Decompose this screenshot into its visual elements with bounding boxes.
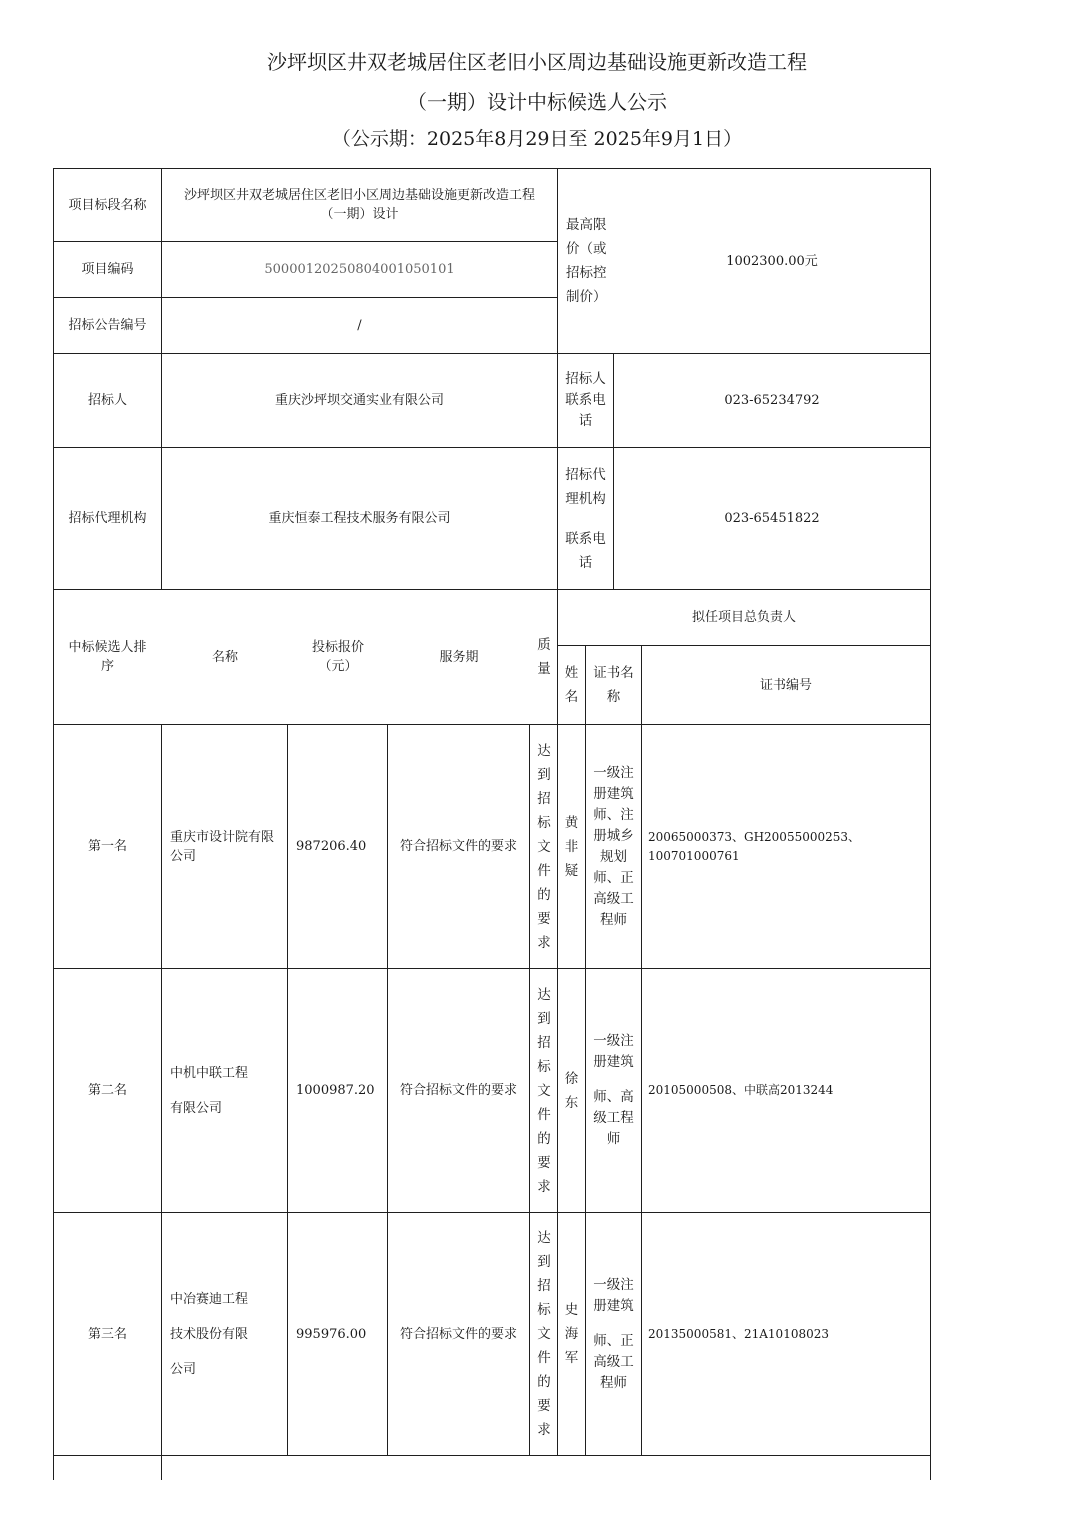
char: 要 xyxy=(537,910,551,927)
label-line: 话 xyxy=(578,413,593,429)
project-code-label: 项目编码 xyxy=(81,262,134,277)
candidate-rank: 第一名 xyxy=(87,839,127,854)
header-quality xyxy=(530,590,558,724)
candidate-service: 符合招标文件的要求 xyxy=(399,839,517,854)
cert-line: 师 xyxy=(606,1131,621,1147)
char: 求 xyxy=(537,1178,551,1195)
header-line: 称 xyxy=(606,689,621,705)
char: 东 xyxy=(564,1094,579,1111)
cert-line: 师、高 xyxy=(593,1089,634,1105)
header-line: 中标候选人排 xyxy=(68,640,147,655)
char: 招 xyxy=(537,1034,551,1051)
char: 非 xyxy=(564,838,579,855)
project-name-value xyxy=(162,169,557,241)
char: 文 xyxy=(537,1326,551,1342)
cert-line: 册建筑 xyxy=(593,785,634,802)
char: 达 xyxy=(537,1230,551,1246)
candidate-rank: 第三名 xyxy=(87,1326,127,1342)
max-price-label xyxy=(558,169,613,353)
char: 标 xyxy=(537,814,551,831)
candidate-cert-name xyxy=(586,1213,641,1455)
char: 标 xyxy=(537,1302,551,1318)
label-line: 话 xyxy=(578,554,593,571)
char: 史 xyxy=(564,1302,579,1318)
char: 达 xyxy=(537,742,551,759)
candidate-quality xyxy=(530,1213,558,1455)
header-manager-group: 拟任项目总负责人 xyxy=(691,610,796,625)
candidate-price: 987206.40 xyxy=(296,839,367,854)
name-line: 技术股份有限 xyxy=(170,1326,249,1342)
cert-line: 师、正 xyxy=(593,869,634,886)
label-line: 招标人 xyxy=(565,371,606,387)
tenderer-phone-value: 023-65234792 xyxy=(724,393,820,408)
char: 文 xyxy=(537,1082,551,1099)
tenderer-label: 招标人 xyxy=(87,393,127,408)
project-name-line1: 沙坪坝区井双老城居住区老旧小区周边基础设施更新改造工程 xyxy=(183,188,535,203)
header-price xyxy=(288,590,388,724)
header-cert-no: 证书编号 xyxy=(759,677,812,693)
label-line: 联系电 xyxy=(565,392,606,408)
char: 要 xyxy=(537,1398,551,1414)
cert-line: 一级注 xyxy=(593,1276,634,1293)
candidate-price: 995976.00 xyxy=(296,1326,367,1342)
cert-line: 一级注 xyxy=(593,1033,634,1049)
cert-line: 规划 xyxy=(600,848,627,865)
cert-line: 高级工 xyxy=(593,890,634,907)
candidate-cert-no: 20135000581、21A10108023 xyxy=(648,1326,829,1341)
page-title: 沙坪坝区井双老城居住区老旧小区周边基础设施更新改造工程 xyxy=(267,50,807,74)
char: 招 xyxy=(537,790,551,807)
project-name-label: 项目标段名称 xyxy=(68,197,147,213)
candidate-person xyxy=(558,1213,585,1455)
name-line: 重庆市设计院有限 xyxy=(170,829,275,845)
char: 的 xyxy=(537,886,551,903)
char: 文 xyxy=(537,838,551,855)
header-line: 投标报价 xyxy=(311,640,364,655)
cert-line: 册建筑 xyxy=(593,1054,634,1070)
cert-line: 程师 xyxy=(600,911,627,928)
candidate-cert-name xyxy=(586,725,641,968)
publicity-period: （公示期：2025年8月29日至 2025年9月1日） xyxy=(331,128,743,150)
candidate-cert-no: 20105000508、中联高2013244 xyxy=(648,1083,834,1097)
header-line: 证书名 xyxy=(593,665,634,681)
header-service-period: 服务期 xyxy=(439,649,479,665)
candidate-person xyxy=(558,969,585,1212)
tenderer-value: 重庆沙坪坝交通实业有限公司 xyxy=(274,393,444,408)
label-line: 理机构 xyxy=(565,490,606,507)
candidate-service: 符合招标文件的要求 xyxy=(399,1083,517,1098)
name-line: 有限公司 xyxy=(170,1100,223,1116)
candidate-name xyxy=(162,969,287,1212)
candidate-person xyxy=(558,725,585,968)
char: 的 xyxy=(537,1130,551,1147)
header-cert-name xyxy=(586,646,641,724)
char: 到 xyxy=(537,1010,551,1027)
header-rank xyxy=(54,590,161,724)
name-line: 中冶赛迪工程 xyxy=(170,1291,249,1307)
agency-value: 重庆恒泰工程技术服务有限公司 xyxy=(268,511,451,526)
name-line: 中机中联工程 xyxy=(170,1065,249,1081)
table-border-right xyxy=(930,168,931,1480)
agency-phone-value: 023-65451822 xyxy=(724,511,820,526)
tenderer-phone-label xyxy=(558,354,613,447)
char: 到 xyxy=(537,766,551,783)
candidate-name xyxy=(162,725,287,968)
header-name: 名称 xyxy=(211,649,238,665)
char: 求 xyxy=(537,1422,551,1438)
header-line: 质 xyxy=(537,637,551,653)
candidate-quality xyxy=(530,969,558,1212)
candidate-cert-name xyxy=(586,969,641,1212)
max-price-value: 1002300.00元 xyxy=(726,253,818,269)
char: 件 xyxy=(537,1106,551,1123)
char: 件 xyxy=(537,862,551,879)
char: 的 xyxy=(537,1374,551,1390)
candidate-rank: 第二名 xyxy=(87,1083,127,1098)
char: 达 xyxy=(537,986,551,1003)
candidate-price: 1000987.20 xyxy=(296,1083,375,1098)
label-line: 招标代 xyxy=(565,466,606,483)
label-line: 价（或 xyxy=(566,241,607,257)
char: 到 xyxy=(537,1254,551,1270)
header-person xyxy=(558,646,585,724)
char: 要 xyxy=(537,1154,551,1171)
header-line: （元） xyxy=(318,659,358,674)
char: 招 xyxy=(537,1278,551,1294)
notice-number-value: / xyxy=(357,318,362,333)
label-line: 最高限 xyxy=(566,217,607,233)
char: 标 xyxy=(537,1058,551,1075)
cert-line: 高级工 xyxy=(593,1353,634,1370)
cert-line: 册建筑 xyxy=(593,1297,634,1314)
cert-line: 级工程 xyxy=(593,1110,634,1126)
project-code-value: 500001202508040010501​01 xyxy=(264,262,455,277)
agency-phone-label xyxy=(558,448,613,589)
char: 件 xyxy=(537,1350,551,1366)
label-line: 联系电 xyxy=(565,530,606,547)
candidate-name xyxy=(162,1213,287,1455)
name-line: 公司 xyxy=(170,848,197,864)
label-line: 制价） xyxy=(566,289,607,305)
header-line: 姓 xyxy=(564,665,579,681)
project-name-line2: （一期）设计 xyxy=(320,207,399,222)
cert-line: 册城乡 xyxy=(593,827,634,844)
cert-line: 程师 xyxy=(600,1374,627,1391)
char: 军 xyxy=(564,1350,579,1366)
cert-line: 师、正 xyxy=(593,1332,634,1349)
char: 黄 xyxy=(564,814,579,831)
agency-label: 招标代理机构 xyxy=(68,511,147,526)
char: 徐 xyxy=(564,1070,579,1087)
cert-line: 一级注 xyxy=(593,764,634,781)
char: 求 xyxy=(537,934,551,951)
char: 海 xyxy=(564,1326,579,1342)
char: 疑 xyxy=(564,862,579,879)
candidate-service: 符合招标文件的要求 xyxy=(399,1326,517,1342)
header-line: 序 xyxy=(100,659,114,674)
candidate-quality xyxy=(530,725,558,968)
header-line: 名 xyxy=(564,689,579,705)
label-line: 招标控 xyxy=(566,265,607,281)
header-line: 量 xyxy=(537,661,551,677)
grid-line xyxy=(53,1455,931,1456)
notice-number-label: 招标公告编号 xyxy=(68,318,147,333)
cert-line: 师、注 xyxy=(593,806,634,823)
candidate-cert-no: 20065000373、GH20055000253、100701000761 xyxy=(648,829,861,863)
page-subtitle: （一期）设计中标候选人公示 xyxy=(407,90,667,114)
name-line: 公司 xyxy=(170,1361,197,1377)
